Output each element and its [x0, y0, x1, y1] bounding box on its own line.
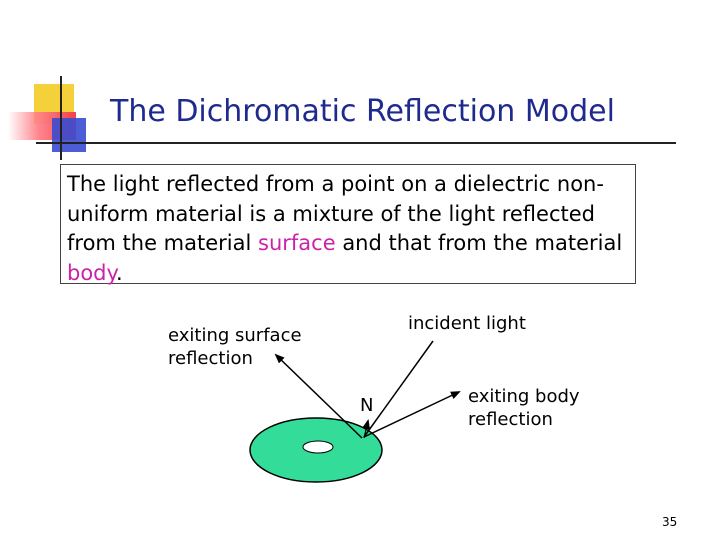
incident-light-ray [364, 341, 433, 437]
body-highlight-surface: surface [258, 231, 336, 255]
slide-title: The Dichromatic Reflection Model [110, 94, 615, 129]
body-text-part2: and that from the material [335, 231, 623, 255]
label-exiting-surface-reflection: exiting surface reflection [168, 325, 302, 369]
body-highlight-body: body [67, 260, 116, 285]
exiting-body-arrow [364, 392, 459, 437]
label-exiting-body-reflection: exiting body reflection [468, 386, 580, 430]
body-text-part1: The light reflected from a point on a dielectric non-uniform material is a mixture of the light reflected from the material [67, 172, 604, 255]
page-number: 35 [662, 515, 678, 529]
label-normal-n: N [360, 395, 374, 416]
body-text-part3: . [115, 260, 123, 285]
label-incident-light: incident light [408, 313, 526, 334]
disk-hole [303, 441, 333, 453]
